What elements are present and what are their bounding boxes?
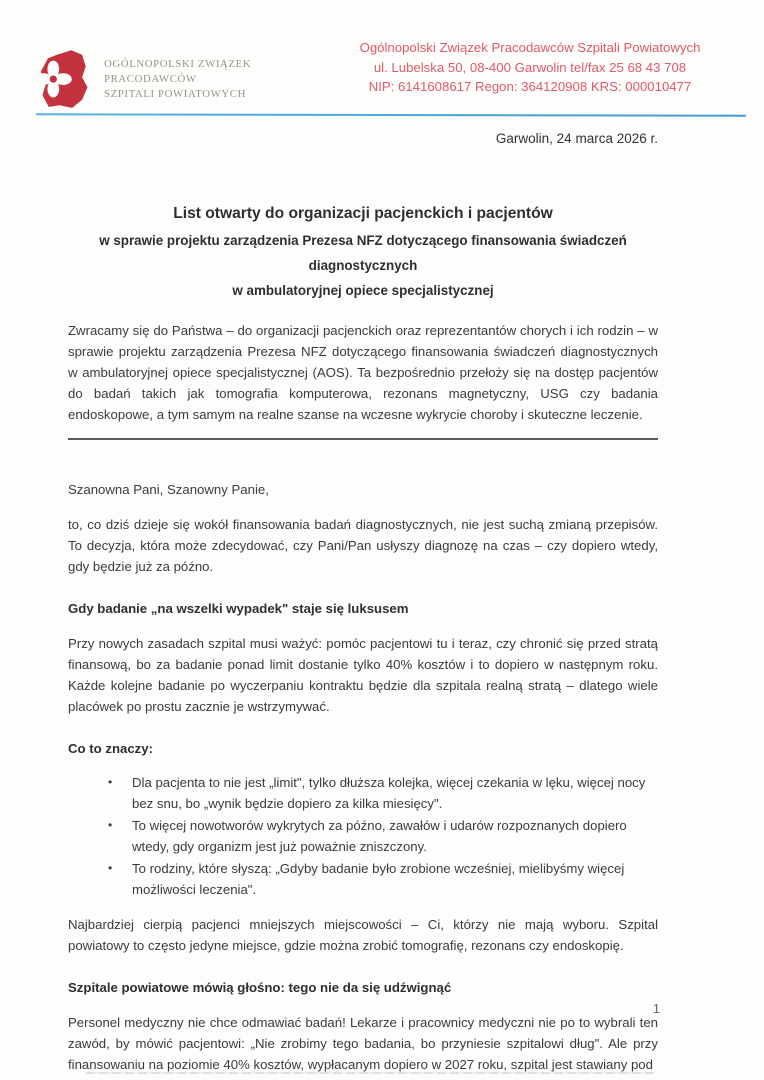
heading-hospitals: Szpitale powiatowe mówią głośno: tego nie da się udźwignąć (68, 980, 452, 995)
logo-caption-line2: PRACODAWCÓW (104, 73, 197, 85)
org-logo (38, 48, 251, 112)
org-address: ul. Lubelska 50, 08-400 Garwolin tel/fax 25 68 43 708 (373, 59, 687, 75)
bullet-list (68, 772, 658, 900)
bullet-item: • Dla pacjenta to nie jest „limit", tylko dłuższa kolejka, więcej czekania w lęku, więcej nocy bez snu, bo „wynik będzie dopiero za kilka miesięcy". (108, 772, 648, 814)
contact-block (320, 38, 740, 97)
logo-caption (104, 48, 251, 102)
date-line: Garwolin, 24 marca 2026 r. (495, 131, 658, 146)
logo-caption-line3: SZPITALI POWIATOWYCH (104, 88, 246, 100)
salutation: Szanowna Pani, Szanowny Panie, (68, 482, 269, 497)
logo-caption-line1: OGÓLNOPOLSKI ZWIĄZEK (104, 58, 252, 70)
poland-map-cross-icon (38, 48, 92, 112)
letter-subtitle (68, 228, 658, 303)
heading-meaning: Co to znaczy: (68, 741, 153, 756)
letter-body (68, 203, 658, 1075)
scan-edge-artifact (86, 1072, 654, 1074)
page-number: 1 (652, 1001, 660, 1016)
letter-title: List otwarty do organizacji pacjenckich i pacjentów (173, 205, 553, 222)
org-name: Ogólnopolski Związek Pracodawców Szpitali Powiatowych (359, 40, 701, 55)
letter-subtitle-line1: w sprawie projektu zarządzenia Prezesa NFZ dotyczącego finansowania świadczeń diagnostycznych (99, 233, 627, 273)
bullet-item: • To rodziny, które słyszą: „Gdyby badanie było zrobione wcześniej, mielibyśmy więcej możliwości leczenia". (108, 858, 648, 900)
letterhead-divider (36, 113, 746, 116)
paragraph-staff: Personel medyczny nie chce odmawiać badań! Lekarze i pracownicy medyczni nie po to wybrali ten zawód, by mówić pacjentowi: „Nie zrobimy tego badania, bo przyniesie szpitalowi dług". Ale przy finansowaniu na poziomie 40% kosztów, wypłacanym dopiero w 2027 roku, szpital jest stawiany pod (68, 1015, 658, 1072)
section-divider (68, 438, 658, 440)
paragraph-smaller-towns: Najbardziej cierpią pacjenci mniejszych miejscowości – Ci, którzy nie mają wyboru. Szpital powiatowy to często jedyne miejsce, gdzie można zrobić tomografię, rezonans czy endoskopię. (68, 917, 658, 953)
bullet-item: • To więcej nowotworów wykrytych za późno, zawałów i udarów rozpoznanych dopiero wtedy, gdy organizm jest już poważnie zniszczony. (108, 815, 648, 857)
paragraph-luxury: Przy nowych zasadach szpital musi ważyć: pomóc pacjentowi tu i teraz, czy chronić się przed stratą finansową, bo za badanie ponad limit dostanie tylko 40% kosztów i to dopiero w następnym roku. Każde kolejne badanie po wyczerpaniu kontraktu będzie dla szpitala realną stratą – dlatego wiele placówek po prostu zacznie je wstrzymywać. (68, 636, 658, 714)
letter-subtitle-line2: w ambulatoryjnej opiece specjalistycznej (232, 283, 494, 298)
org-registry: NIP: 6141608617 Regon: 364120908 KRS: 000010477 (368, 79, 692, 94)
intro-paragraph: Zwracamy się do Państwa – do organizacji pacjenckich oraz reprezentantów chorych i ich rodzin – w sprawie projektu zarządzenia Prezesa NFZ dotyczącego finansowania świadczeń diagnostycznych w ambulatoryjnej opiece specjalistycznej (AOS). Ta bezpośrednio przełoży się na dostęp pacjentów do badań takich jak tomografia komputerowa, rezonans magnetyczny, USG czy badania endoskopowe, a tym samym na realne szanse na wczesne wykrycie choroby i skuteczne leczenie. (68, 323, 658, 422)
heading-luxury: Gdy badanie „na wszelki wypadek" staje się luksusem (68, 601, 409, 616)
paragraph-context: to, co dziś dzieje się wokół finansowania badań diagnostycznych, nie jest suchą zmianą przepisów. To decyzja, która może zdecydować, czy Pani/Pan usłyszy diagnozę na czas – czy dopiero wtedy, gdy będzie już za późno. (68, 517, 658, 574)
